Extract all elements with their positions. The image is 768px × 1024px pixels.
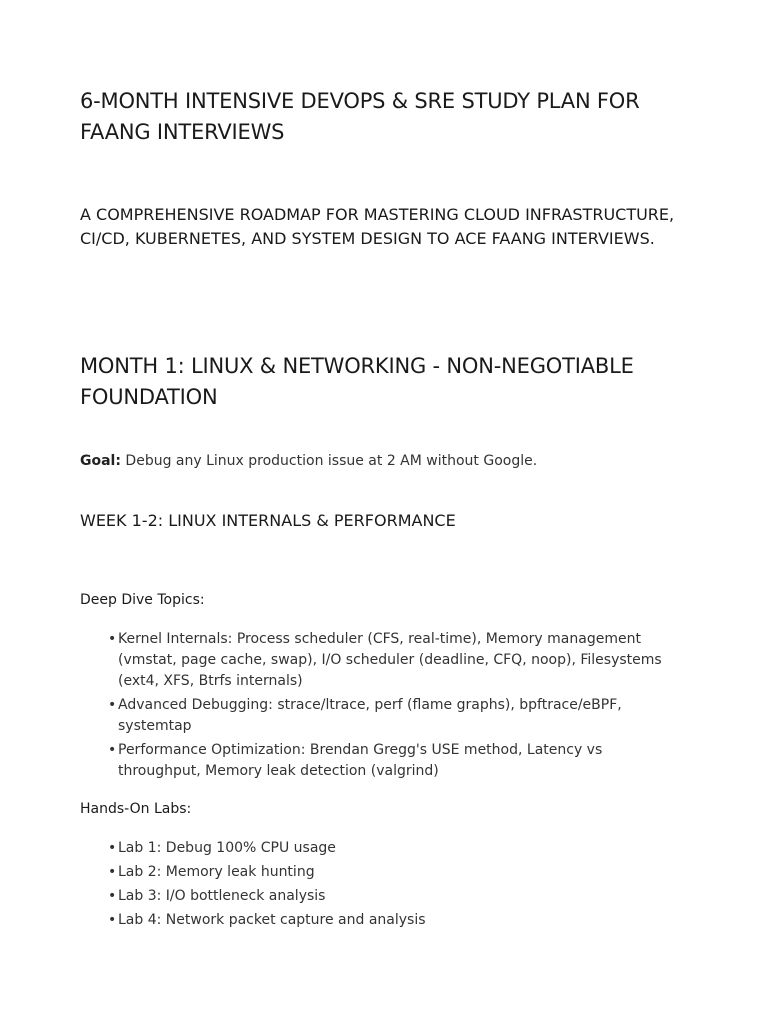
lab-text: Lab 2: Memory leak hunting	[118, 864, 315, 880]
document-title: 6-MONTH INTENSIVE DEVOPS & SRE STUDY PLAN FOR FAANG INTERVIEWS	[80, 89, 640, 144]
month-1-heading: MONTH 1: LINUX & NETWORKING - NON-NEGOTIABLE FOUNDATION	[80, 354, 634, 409]
goal-statement	[80, 450, 690, 472]
bullet-icon: •	[108, 742, 117, 758]
list-item	[108, 862, 688, 883]
list-item	[108, 740, 688, 782]
goal-text: Debug any Linux production issue at 2 AM without Google.	[120, 453, 538, 469]
topic-text: Performance Optimization: Brendan Gregg's USE method, Latency vs throughput, Memory leak detection (valgrind)	[118, 742, 603, 779]
list-item	[108, 695, 688, 737]
hands-on-labs-label: Hands-On Labs:	[80, 801, 192, 817]
topic-text: Advanced Debugging: strace/ltrace, perf (flame graphs), bpftrace/eBPF, systemtap	[118, 697, 622, 734]
deep-dive-topics-list	[108, 629, 688, 785]
bullet-icon: •	[108, 864, 117, 880]
list-item	[108, 629, 688, 692]
bullet-icon: •	[108, 888, 117, 904]
bullet-icon: •	[108, 697, 117, 713]
hands-on-labs-list	[108, 838, 688, 934]
list-item	[108, 910, 688, 931]
list-item	[108, 838, 688, 859]
lab-text: Lab 4: Network packet capture and analysis	[118, 912, 426, 928]
lab-text: Lab 1: Debug 100% CPU usage	[118, 840, 336, 856]
topic-text: Kernel Internals: Process scheduler (CFS, real-time), Memory management (vmstat, page cache, swap), I/O scheduler (deadline, CFQ, noop), Filesystems (ext4, XFS, Btrfs internals)	[118, 631, 662, 689]
bullet-icon: •	[108, 631, 117, 647]
document-subtitle: A COMPREHENSIVE ROADMAP FOR MASTERING CLOUD INFRASTRUCTURE, CI/CD, KUBERNETES, AND SYSTEM DESIGN TO ACE FAANG INTERVIEWS.	[80, 205, 675, 248]
lab-text: Lab 3: I/O bottleneck analysis	[118, 888, 326, 904]
list-item	[108, 886, 688, 907]
bullet-icon: •	[108, 840, 117, 856]
goal-label: Goal:	[80, 453, 121, 469]
bullet-icon: •	[108, 912, 117, 928]
deep-dive-topics-label: Deep Dive Topics:	[80, 592, 205, 608]
week-1-2-heading: WEEK 1-2: LINUX INTERNALS & PERFORMANCE	[80, 511, 456, 530]
